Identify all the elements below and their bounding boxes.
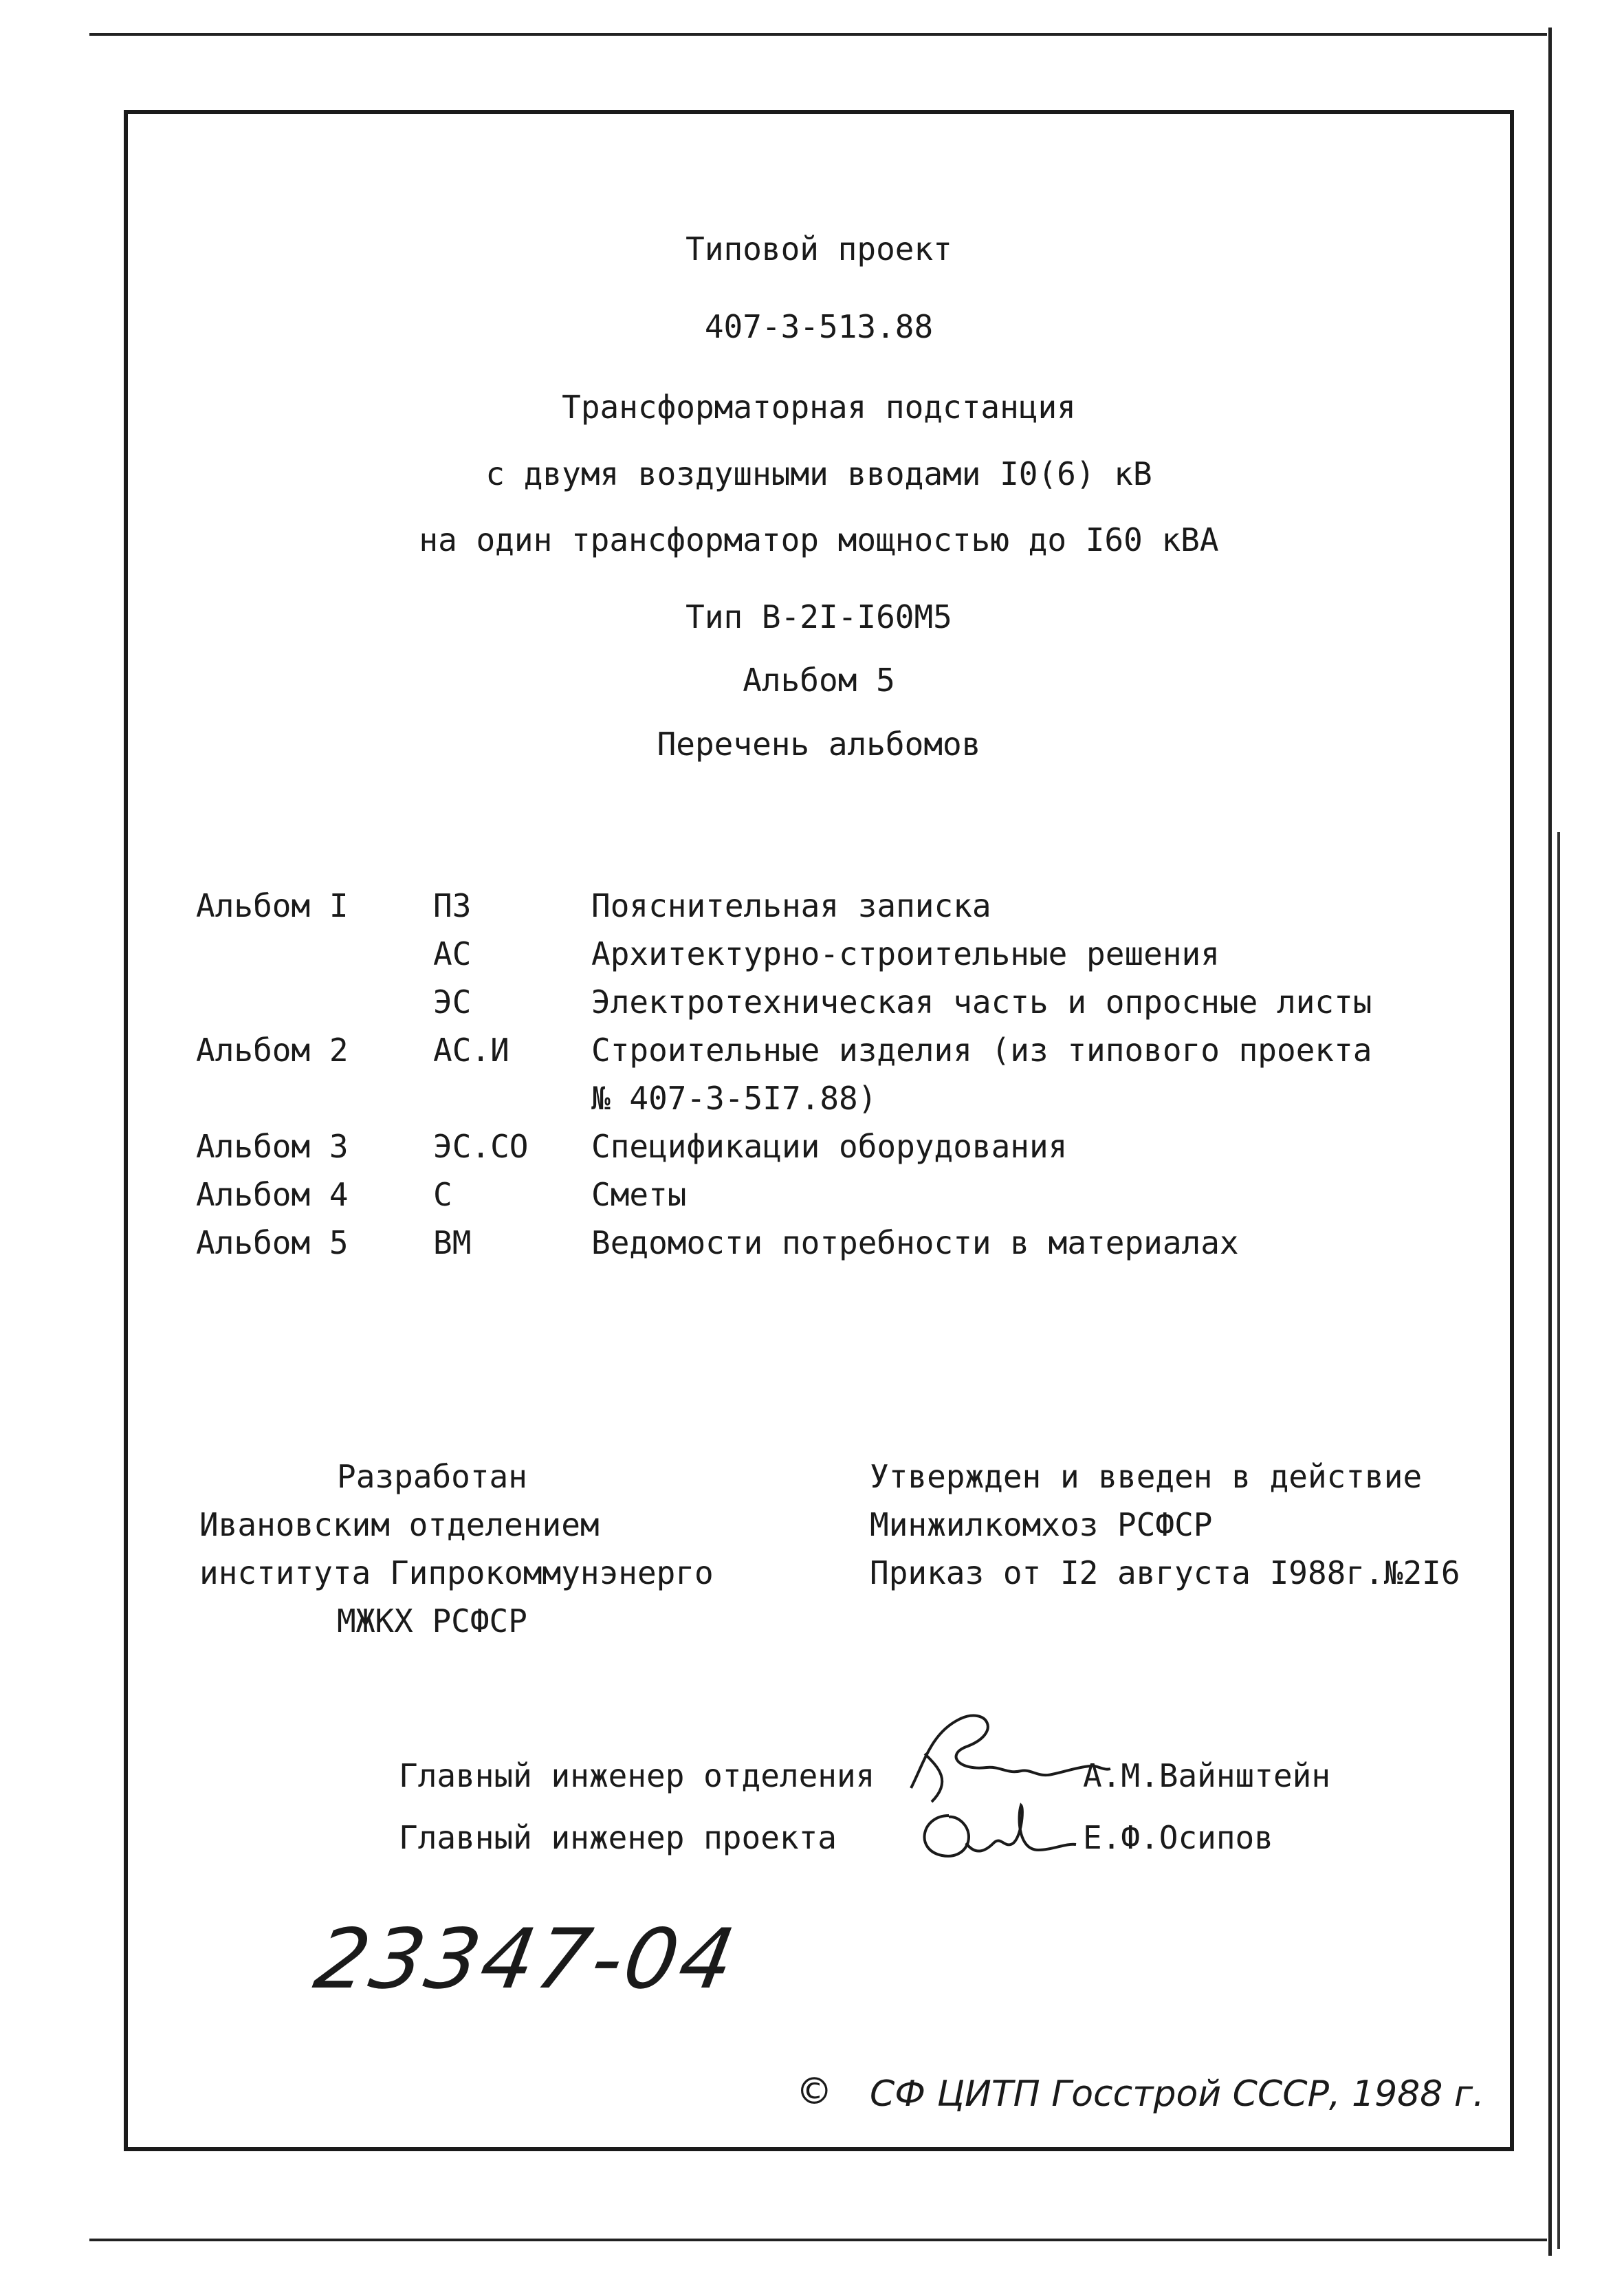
document-number: 23347-04 [307,1912,744,2007]
developer-line-4: МЖКХ РСФСР [337,1602,527,1640]
album-code: АС [433,935,472,972]
title-line-1: Трансформаторная подстанция [562,389,1076,426]
album-list-title: Перечень альбомов [657,726,981,763]
approval-line-2: Минжилкомхоз РСФСР [870,1506,1213,1543]
album-name: Альбом 4 [196,1176,349,1213]
album-description: Ведомости потребности в материалах [591,1224,1239,1261]
copyright-text: СФ ЦИТП Госстрой СССР, 1988 г. [870,2073,1484,2115]
chief-engineer-project-name: Е.Ф.Осипов [1083,1819,1273,1856]
signature-2 [901,1795,1079,1871]
album-code: АС.И [433,1032,509,1069]
album-code: ЭС.СО [433,1128,529,1165]
album-description: Пояснительная записка [591,887,991,924]
album-code: ПЗ [433,887,472,924]
developer-line-1: Разработан [337,1458,527,1495]
chief-engineer-department-name: А.М.Вайнштейн [1083,1757,1331,1794]
substation-type: Тип В-2I-I60М5 [685,598,952,635]
top-border-line [89,33,1547,36]
album-description: Сметы [591,1176,687,1213]
right-border-line-inner [1557,832,1560,2249]
album-description: Электротехническая часть и опросные листы [591,983,1372,1021]
album-code: С [433,1176,452,1213]
album-name: Альбом 3 [196,1128,349,1165]
approval-line-1: Утвержден и введен в действие [870,1458,1423,1495]
title-line-2: с двумя воздушными вводами I0(6) кВ [485,455,1152,492]
album-label: Альбом 5 [743,662,895,699]
copyright-symbol: © [801,2067,828,2118]
right-border-line [1548,28,1552,2256]
album-description: Архитектурно-строительные решения [591,935,1220,972]
project-number: 407-3-513.88 [704,308,934,345]
album-name: Альбом 2 [196,1032,349,1069]
album-description: Спецификации оборудования [591,1128,1068,1165]
album-code: ВМ [433,1224,472,1261]
album-name: Альбом 5 [196,1224,349,1261]
developer-line-2: Ивановским отделением [199,1506,600,1543]
chief-engineer-project-label: Главный инженер проекта [399,1819,837,1856]
project-type-label: Типовой проект [685,230,952,268]
album-code: ЭС [433,983,472,1021]
bottom-border-line [89,2239,1547,2241]
approval-line-3: Приказ от I2 августа I988г.№2I6 [870,1554,1460,1591]
album-name: Альбом I [196,887,349,924]
developer-line-3: института Гипрокоммунэнерго [199,1554,714,1591]
album-description: № 407-3-5I7.88) [591,1080,877,1117]
album-description: Строительные изделия (из типового проекта [591,1032,1372,1069]
title-line-3: на один трансформатор мощностью до I60 кВА [419,521,1219,558]
chief-engineer-department-label: Главный инженер отделения [399,1757,875,1794]
